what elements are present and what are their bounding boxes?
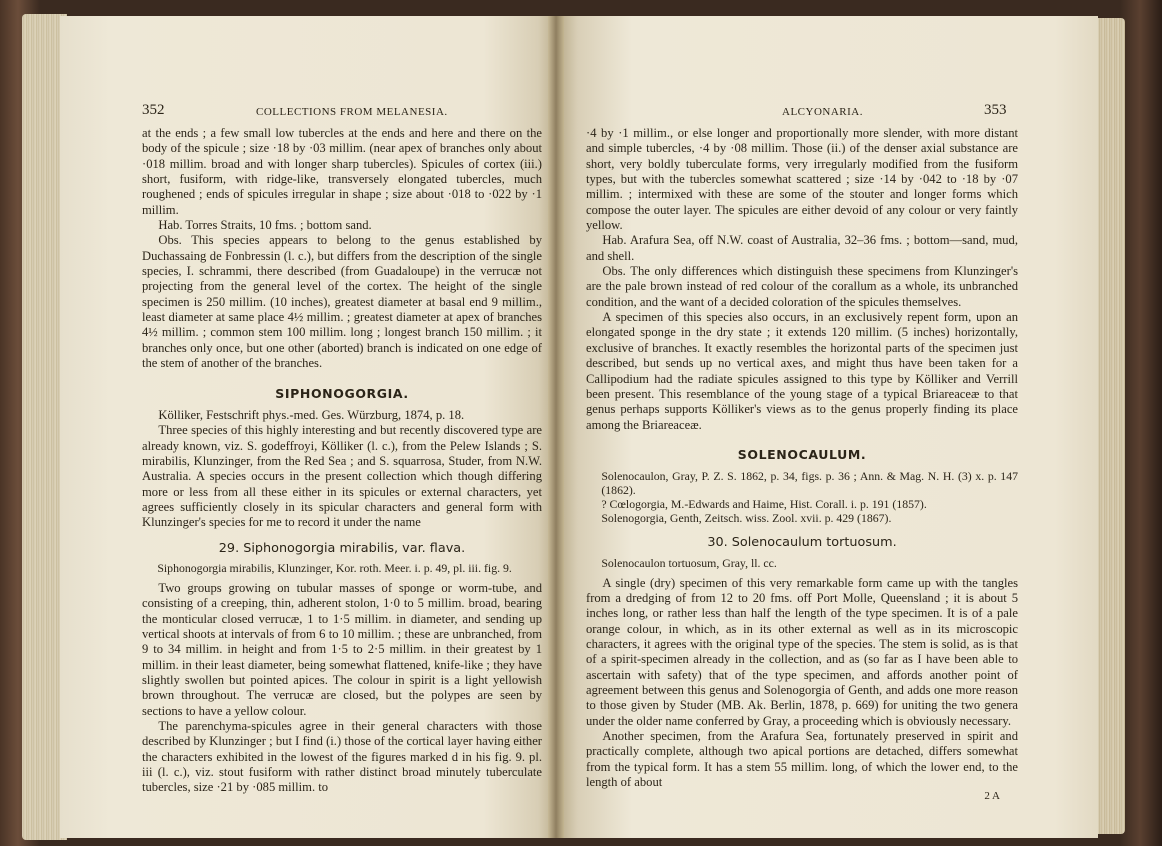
species-heading: 29. Siphonogorgia mirabilis, var. flava. — [218, 540, 466, 556]
species-reference: Siphonogorgia mirabilis, Klunzinger, Kor. roth. Meer. i. p. 49, pl. iii. fig. 9. — [157, 560, 512, 575]
paragraph: at the ends ; a few small low tubercles at the ends and here and there on the body of the spicule ; size ·18 by ·03 millim. (near apex of branches only about ·018 millim. broad and with longer sharp tubercles). Spicules of cortex (iii.) short, fusiform, with ridge-like, transversely elongated tubercles, much roughened ; ends of spicules irregular in shape ; size about ·018 to ·022 by ·1 millim. — [142, 126, 542, 217]
running-head-right: ALCYONARIA. — [782, 106, 863, 118]
paragraph: ·4 by ·1 millim., or else longer and proportionally more slender, with more distant and simple tubercles, ·4 by ·08 millim. Those (ii.) of the denser axial substance are short, very boldly tuberculate forms, very irregularly modified from the fusiform types, but with the tubercles somewhat scattered ; size ·14 by ·042 to ·18 by ·07 millim. ; intermixed with these are some of the stouter and longer forms which compose the outer layer. The spicules are either devoid of any colour or very faintly yellow. — [586, 126, 1018, 233]
paragraph: Obs. The only differences which distinguish these specimens from Klunzinger's are the pale brown instead of red colour of the corallum as a whole, its unbranched condition, and the want of a decided coloration of the spicules themselves. — [586, 264, 1018, 309]
book-gutter — [548, 16, 564, 838]
paragraph: Hab. Torres Straits, 10 fms. ; bottom sand. — [158, 218, 372, 233]
left-page — [60, 16, 558, 838]
section-reference: Kölliker, Festschrift phys.-med. Ges. Würzburg, 1874, p. 18. — [158, 407, 465, 422]
section-reference: Solenogorgia, Genth, Zeitsch. wiss. Zool. xvii. p. 429 (1867). — [601, 511, 892, 526]
page-number-left: 352 — [142, 102, 165, 118]
running-head-left: COLLECTIONS FROM MELANESIA. — [256, 106, 448, 118]
species-heading: 30. Solenocaulum tortuosum. — [707, 535, 897, 551]
paragraph: The parenchyma-spicules agree in their general characters with those described by Klunzinger ; but I find (i.) those of the cortical layer having either the characters exhibited in the lowest of the figures marked d in his fig. 9. pl. iii (l. c.), viz. stout fusiform with rather distinct broad minutely tuberculate tubercles, size ·21 by ·085 millim. to — [142, 719, 542, 795]
page-number-right: 353 — [984, 102, 1007, 118]
signature-mark: 2 A — [984, 790, 1000, 803]
paragraph: A specimen of this species also occurs, in an exclusively repent form, upon an elongated sponge in the dry state ; it extends 120 millim. (5 inches) horizontally, exclusive of branches. It exactly resembles the horizontal parts of the specimen just described, but sends up no vertical axes, and might thus have been taken for a Callipodium had the radiate spicules assigned to this type by Kölliker and Verrill been present. This resemblance of the young stage of a typical Briareaceæ to that genus perhaps supports Kölliker's views as to the genus properly finding its place among the Briareaceæ. — [586, 310, 1018, 432]
paragraph: Hab. Arafura Sea, off N.W. coast of Australia, 32–36 fms. ; bottom—sand, mud, and shell. — [586, 233, 1018, 263]
paragraph: Obs. This species appears to belong to the genus established by Duchassaing de Fonbressin (l. c.), but differs from the description of the single species, I. schrammi, there described (from Guadaloupe) in the verrucæ not projecting from the general level of the cortex. The height of the single specimen is 250 millim. (10 inches), greatest diameter at basal end 9 millim., least diameter at same place 4½ millim. ; greatest diameter at apex of branches 4½ millim. ; common stem 100 millim. long ; longest branch 150 millim. ; it branches only once, but one other (aborted) branch is indicated on one edge of the stem of another of the branches. — [142, 233, 542, 371]
section-heading-solenocaulum: SOLENOCAULUM. — [737, 446, 867, 462]
paragraph: A single (dry) specimen of this very remarkable form came up with the tangles from a dredging of from 12 to 20 fms. off Port Molle, Queensland ; it is about 5 inches long, or rather less than half the length of the type specimen. It is of a pale orange colour, in which, as in its other external as well as in its microscopic characters, it agrees with the original type of the species. The stem is solid, as is that of a spirit-specimen already in the collection, and as (so far as I have been able to ascertain with safety) that of the type specimen, and affords another point of agreement between this genus and Solenogorgia of Genth, and adds one more reason to those given by Studer (MB. Ak. Berlin, 1878, p. 669) for uniting the two genera under the older name conferred by Gray, a proceeding which is obviously necessary. — [586, 575, 1018, 728]
section-heading-siphonogorgia: SIPHONOGORGIA. — [275, 385, 409, 401]
page-edges-right — [1095, 18, 1125, 834]
right-page — [556, 16, 1098, 838]
paragraph: Two groups growing on tubular masses of sponge or worm-tube, and consisting of a creeping, thin, adherent stolon, 1·0 to 5 millim. broad, bearing the monticular closed verrucæ, 1 to 1·5 millim. in diameter, and sending up vertical shoots at intervals of from 6 to 10 millim. ; these are unbranched, from 9 to 34 millim. in height and from 1·5 to 2·5 millim. in their greatest by 1 millim. in their least diameter, being somewhat flattened, knife-like ; they have slightly swollen but pointed apices. The colour in spirit is a light yellowish brown throughout. The verrucæ are closed, but the polypes are seen by sections to have a yellow colour. — [142, 580, 542, 718]
species-reference: Solenocaulon tortuosum, Gray, ll. cc. — [601, 555, 777, 570]
right-page-body — [586, 126, 1018, 802]
paragraph: Three species of this highly interesting and but recently discovered type are already known, viz. S. godeffroyi, Kölliker (l. c.), from the Pelew Islands ; S. mirabilis, Klunzinger, from the Red Sea ; and S. squarrosa, Studer, from N.W. Australia. A species occurs in the present collection which though differing more or less from all these either in its spicules or external characters, yet agrees sufficiently closely in its spicular characters and general form with Klunzinger's species for me to record it under the name — [142, 423, 542, 530]
section-reference: Solenocaulon, Gray, P. Z. S. 1862, p. 34, figs. p. 36 ; Ann. & Mag. N. H. (3) x. p. 147 (1862). — [601, 469, 1018, 498]
section-reference: ? Cœlogorgia, M.-Edwards and Haime, Hist. Corall. i. p. 191 (1857). — [601, 497, 927, 512]
left-page-body — [142, 126, 542, 796]
paragraph: Another specimen, from the Arafura Sea, fortunately preserved in spirit and practically complete, although two apical portions are detached, differs somewhat from the typical form. It has a stem 55 millim. long, of which the lower end, to the length of about — [586, 729, 1018, 790]
